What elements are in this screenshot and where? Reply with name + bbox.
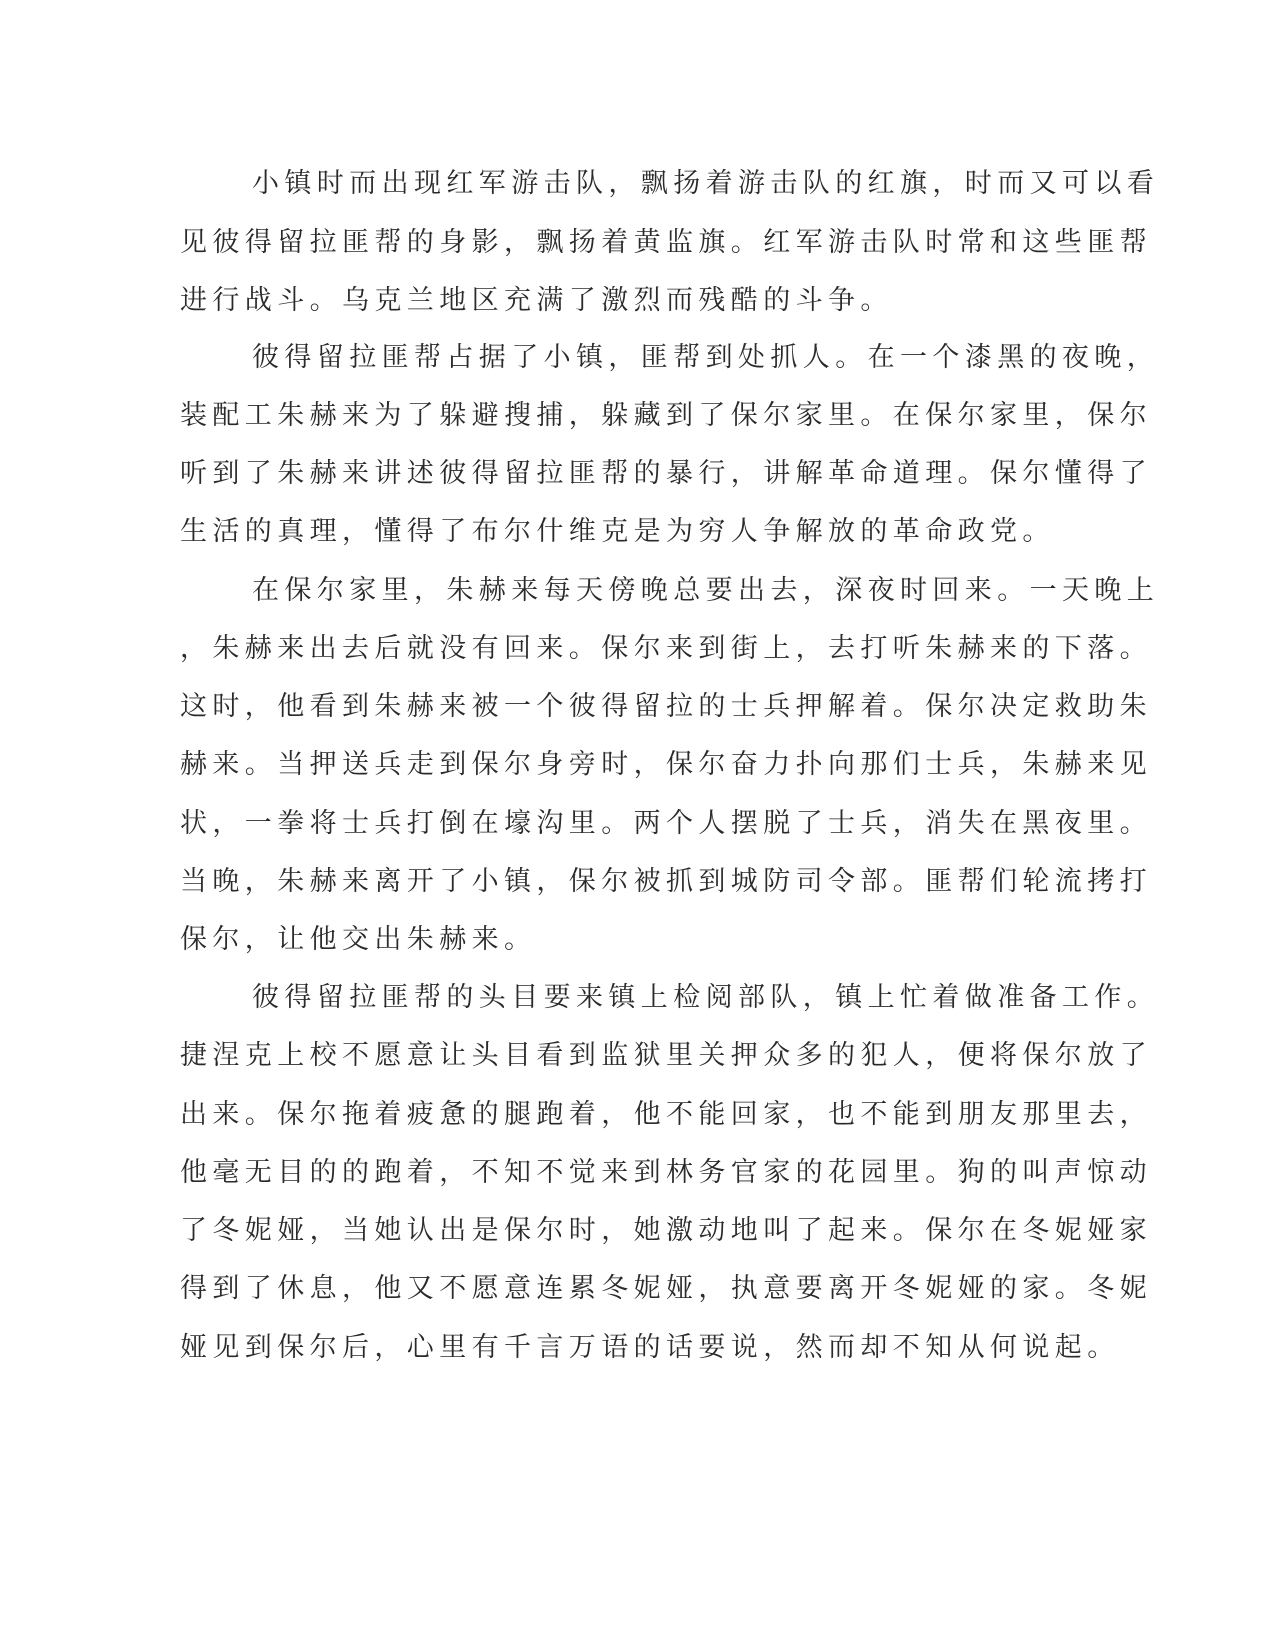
paragraph-3-line-4: 赫来。当押送兵走到保尔身旁时，保尔奋力扑向那们士兵，朱赫来见	[180, 749, 1152, 780]
paragraph-3-line-7: 保尔，让他交出朱赫来。	[180, 924, 537, 955]
paragraph-1-line-1: 小镇时而出现红军游击队，飘扬着游击队的红旗，时而又可以看	[252, 168, 1160, 199]
paragraph-4-line-4: 他毫无目的的跑着，不知不觉来到林务官家的花园里。狗的叫声惊动	[180, 1157, 1152, 1188]
paragraph-4-line-3: 出来。保尔拖着疲惫的腿跑着，他不能回家，也不能到朋友那里去，	[180, 1099, 1152, 1130]
paragraph-4-line-2: 捷涅克上校不愿意让头目看到监狱里关押众多的犯人，便将保尔放了	[180, 1040, 1152, 1071]
paragraph-4-line-7: 娅见到保尔后，心里有千言万语的话要说，然而却不知从何说起。	[180, 1332, 1120, 1363]
paragraph-4-line-5: 了冬妮娅，当她认出是保尔时，她激动地叫了起来。保尔在冬妮娅家	[180, 1215, 1152, 1246]
paragraph-3-line-3: 这时，他看到朱赫来被一个彼得留拉的士兵押解着。保尔决定救助朱	[180, 691, 1152, 722]
paragraph-2-line-1: 彼得留拉匪帮占据了小镇，匪帮到处抓人。在一个漆黑的夜晚，	[252, 342, 1160, 373]
paragraph-3-line-1: 在保尔家里，朱赫来每天傍晚总要出去，深夜时回来。一天晚上	[252, 575, 1160, 606]
paragraph-3-line-6: 当晚，朱赫来离开了小镇，保尔被抓到城防司令部。匪帮们轮流拷打	[180, 866, 1152, 897]
paragraph-3-line-5: 状，一拳将士兵打倒在壕沟里。两个人摆脱了士兵，消失在黑夜里。	[180, 808, 1152, 839]
paragraph-4-line-6: 得到了休息，他又不愿意连累冬妮娅，执意要离开冬妮娅的家。冬妮	[180, 1273, 1152, 1304]
paragraph-1-line-3: 进行战斗。乌克兰地区充满了激烈而残酷的斗争。	[180, 285, 893, 316]
paragraph-2-line-3: 听到了朱赫来讲述彼得留拉匪帮的暴行，讲解革命道理。保尔懂得了	[180, 458, 1152, 489]
paragraph-3-line-2: ，朱赫来出去后就没有回来。保尔来到街上，去打听朱赫来的下落。	[180, 633, 1152, 664]
paragraph-1-line-2: 见彼得留拉匪帮的身影，飘扬着黄监旗。红军游击队时常和这些匪帮	[180, 227, 1152, 258]
paragraph-4-line-1: 彼得留拉匪帮的头目要来镇上检阅部队，镇上忙着做准备工作。	[252, 982, 1160, 1013]
paragraph-2-line-4: 生活的真理，懂得了布尔什维克是为穷人争解放的革命政党。	[180, 516, 1055, 547]
paragraph-2-line-2: 装配工朱赫来为了躲避搜捕，躲藏到了保尔家里。在保尔家里，保尔	[180, 400, 1152, 431]
